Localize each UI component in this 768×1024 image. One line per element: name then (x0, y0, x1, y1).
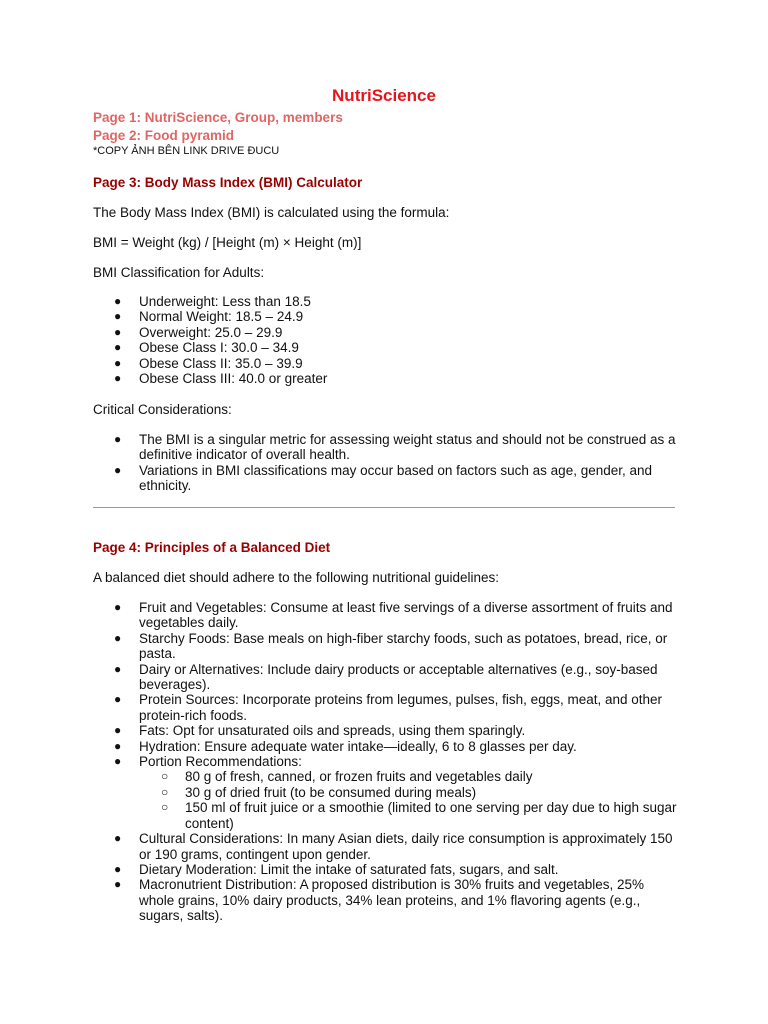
portion-sublist (139, 769, 679, 831)
bullet-icon: ● (114, 630, 122, 645)
list-item: ● Fruit and Vegetables: Consume at least five servings of a diverse assortment of fruits and vegetables daily. (114, 600, 673, 631)
list-item: ● Underweight: Less than 18.5 (114, 294, 311, 309)
bullet-icon: ● (114, 324, 122, 339)
bullet-icon: ● (114, 294, 122, 308)
bullet-icon: ● (114, 371, 122, 386)
bullet-icon: ● (114, 861, 122, 876)
page3-heading: Page 3: Body Mass Index (BMI) Calculator (93, 175, 363, 190)
copy-note: *COPY ẢNH BÊN LINK DRIVE ĐUCU (93, 145, 280, 157)
list-item: ● The BMI is a singular metric for assessing weight status and should not be construed as a definitive indicator of overall health. (114, 432, 676, 463)
bullet-icon: ● (114, 600, 122, 614)
list-item: ● Hydration: Ensure adequate water intake—ideally, 6 to 8 glasses per day. (114, 738, 577, 754)
bullet-icon: ● (114, 661, 122, 676)
bullet-icon: ● (114, 309, 122, 324)
list-item: ● Dietary Moderation: Limit the intake of saturated fats, sugars, and salt. (114, 861, 559, 877)
diet-intro: A balanced diet should adhere to the following nutritional guidelines: (93, 570, 500, 585)
sub-bullet-icon: ○ (161, 784, 169, 799)
bullet-icon: ● (114, 738, 122, 753)
bullet-icon: ● (114, 831, 122, 846)
sub-list-item: ○ 80 g of fresh, canned, or frozen fruits and vegetables daily (161, 769, 533, 785)
bullet-icon: ● (114, 754, 122, 769)
page-title: NutriScience (332, 86, 436, 105)
bullet-icon: ● (114, 355, 122, 370)
section-divider (93, 507, 675, 508)
list-item: ● Macronutrient Distribution: A proposed distribution is 30% fruits and vegetables, 25% whole grains, 10% dairy products, 34% lean proteins, and 1% flavoring agents (e.g., sugars, salts). (114, 877, 645, 924)
bmi-intro: The Body Mass Index (BMI) is calculated using the formula: (93, 205, 450, 220)
page4-heading: Page 4: Principles of a Balanced Diet (93, 540, 331, 555)
sub-bullet-icon: ○ (161, 800, 169, 815)
list-item: ● Variations in BMI classifications may occur based on factors such as age, gender, and ethnicity. (114, 462, 653, 494)
diet-guidelines-list (0, 600, 768, 924)
bmi-classification-heading: BMI Classification for Adults: (93, 265, 265, 280)
bullet-icon: ● (114, 877, 122, 892)
page2-line: Page 2: Food pyramid (93, 128, 235, 143)
sub-list-item: ○ 30 g of dried fruit (to be consumed during meals) (161, 784, 477, 800)
bullet-icon: ● (114, 723, 122, 738)
considerations-heading: Critical Considerations: (93, 402, 232, 417)
sub-bullet-icon: ○ (161, 769, 169, 784)
bullet-icon: ● (114, 692, 122, 707)
bmi-class-list (0, 294, 768, 386)
list-item: ● Portion Recommendations: ○ 80 g of fresh, canned, or frozen fruits and vegetables daily ○ 30 g of dried fruit (to be consumed during meals) ○ 150 ml of fruit juice or a smoothie (limited to one serving per day due to high sugar content) (0, 754, 679, 831)
list-item: ● Protein Sources: Incorporate proteins from legumes, pulses, fish, eggs, meat, and other protein-rich foods. (114, 692, 663, 723)
list-item: ● Fats: Opt for unsaturated oils and spreads, using them sparingly. (114, 723, 526, 739)
bullet-icon: ● (114, 462, 122, 477)
sub-list-item: ○ 150 ml of fruit juice or a smoothie (limited to one serving per day due to high sugar content) (161, 800, 677, 831)
page1-line: Page 1: NutriScience, Group, members (93, 110, 343, 125)
list-item: ● Obese Class II: 35.0 – 39.9 (114, 355, 303, 371)
list-item: ● Obese Class III: 40.0 or greater (114, 371, 328, 387)
bmi-formula: BMI = Weight (kg) / [Height (m) × Height (m)] (93, 235, 362, 250)
considerations-list (0, 432, 768, 494)
list-item: ● Starchy Foods: Base meals on high-fiber starchy foods, such as potatoes, bread, rice, or pasta. (114, 630, 668, 662)
bullet-icon: ● (114, 340, 122, 355)
list-item: ● Dairy or Alternatives: Include dairy products or acceptable alternatives (e.g., soy-based beverages). (114, 661, 658, 693)
list-item: ● Obese Class I: 30.0 – 34.9 (114, 340, 299, 356)
list-item: ● Normal Weight: 18.5 – 24.9 (114, 309, 304, 325)
bullet-icon: ● (114, 432, 122, 446)
list-item: ● Overweight: 25.0 – 29.9 (114, 324, 283, 340)
list-item: ● Cultural Considerations: In many Asian diets, daily rice consumption is approximately 150 or 190 grams, contingent upon gender. (114, 831, 673, 862)
